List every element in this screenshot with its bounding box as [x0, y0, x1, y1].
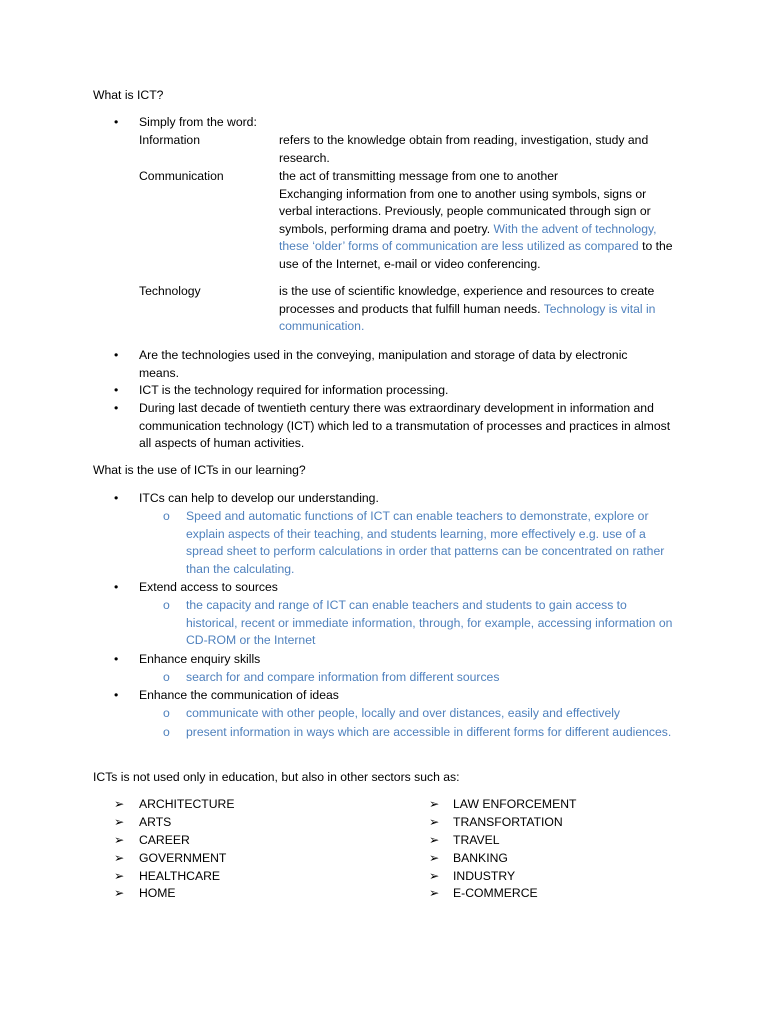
sub-bullet-icon: [163, 669, 170, 687]
bullet-icon: [114, 400, 126, 418]
arrow-bullet-icon: ➢: [114, 833, 125, 847]
arrow-bullet-icon: ➢: [114, 869, 125, 883]
heading-use-in-learning: What is the use of ICTs in our learning?: [93, 463, 306, 477]
sector-item: INDUSTRY: [453, 869, 516, 883]
learning-use-4-title: Enhance the communication of ideas: [139, 688, 339, 702]
sub-bullet-icon: [163, 705, 170, 723]
arrow-bullet-icon: ➢: [114, 851, 125, 865]
arrow-bullet-icon: ➢: [429, 797, 440, 811]
arrow-bullet-icon: ➢: [429, 833, 440, 847]
learning-use-2-detail: the capacity and range of ICT can enable teachers and students to gain access to historical, recent or immediate information, through, for example, accessing information on CD-ROM or the Internet: [186, 598, 673, 648]
communication-text: Exchanging information from one to another using symbols, signs or verbal interactions. Previously, people communicated through sign or symbols, performing drama and poetry.: [279, 186, 651, 236]
bullet-icon: [114, 579, 126, 597]
bullet-icon: [114, 490, 126, 508]
arrow-bullet-icon: ➢: [114, 886, 125, 900]
communication-paragraph: [279, 186, 679, 274]
sector-item: GOVERNMENT: [139, 851, 227, 865]
sector-item: LAW ENFORCEMENT: [453, 797, 577, 811]
arrow-bullet-icon: ➢: [429, 815, 440, 829]
learning-use-3-detail: search for and compare information from different sources: [186, 670, 500, 684]
bullet-icon: [114, 347, 126, 365]
learning-use-1-title: ITCs can help to develop our understanding.: [139, 491, 379, 505]
communication-line1: the act of transmitting message from one to another: [279, 169, 559, 183]
sector-item: CAREER: [139, 833, 190, 847]
definition-technology: [279, 283, 679, 336]
arrow-bullet-icon: ➢: [114, 797, 125, 811]
sector-item: ARCHITECTURE: [139, 797, 235, 811]
bullet-icon: [114, 687, 126, 705]
arrow-bullet-icon: ➢: [429, 886, 440, 900]
learning-use-1-detail: Speed and automatic functions of ICT can enable teachers to demonstrate, explore or explain aspects of their teaching, and students learning, more effectively e.g. use of a spread sheet to perform calculations in order that patterns can be concentrated on rather than the calculating.: [186, 509, 665, 576]
definition-communication: [279, 168, 679, 274]
learning-use-3-title: Enhance enquiry skills: [139, 652, 261, 666]
sub-bullet-icon: [163, 508, 170, 526]
arrow-bullet-icon: ➢: [429, 851, 440, 865]
sector-item: HOME: [139, 886, 176, 900]
sector-item: TRANSFORTATION: [453, 815, 563, 829]
sector-item: HEALTHCARE: [139, 869, 221, 883]
arrow-bullet-icon: ➢: [429, 869, 440, 883]
definition-bullet-3: During last decade of twentieth century there was extraordinary development in information and communication technology (ICT) which led to a transmutation of processes and practices in almost all aspects of human activities.: [139, 401, 671, 451]
arrow-bullet-icon: ➢: [114, 815, 125, 829]
technology-text: is the use of scientific knowledge, experience and resources to create processes and products that fulfill human needs.: [279, 284, 655, 316]
sub-bullet-icon: [163, 724, 170, 742]
definition-information: refers to the knowledge obtain from reading, investigation, study and research.: [279, 133, 649, 165]
bullet-icon: [114, 114, 126, 132]
sector-item: TRAVEL: [453, 833, 500, 847]
term-information: Information: [139, 133, 200, 147]
sector-item: BANKING: [453, 851, 508, 865]
bullet-icon: [114, 651, 126, 669]
simply-from-word: Simply from the word:: [139, 115, 257, 129]
term-communication: Communication: [139, 169, 224, 183]
sector-item: E-COMMERCE: [453, 886, 538, 900]
communication-tail: to the use of the Internet, e-mail or video conferencing.: [279, 239, 673, 271]
learning-use-2-title: Extend access to sources: [139, 580, 278, 594]
bullet-icon: [114, 382, 126, 400]
communication-highlight: With the advent of technology, these ‘older’ forms of communication are less utilized as compared: [279, 221, 657, 254]
learning-use-4-detail-1: communicate with other people, locally and over distances, easily and effectively: [186, 706, 621, 720]
heading-what-is-ict: What is ICT?: [93, 88, 164, 102]
technology-highlight: Technology is vital in communication.: [279, 301, 656, 334]
sub-bullet-icon: [163, 597, 170, 615]
definition-bullet-2: ICT is the technology required for information processing.: [139, 383, 449, 397]
term-technology: Technology: [139, 284, 201, 298]
sector-item: ARTS: [139, 815, 172, 829]
heading-other-sectors: ICTs is not used only in education, but also in other sectors such as:: [93, 770, 460, 784]
learning-use-4-detail-2: present information in ways which are accessible in different forms for different audiences.: [186, 725, 672, 739]
definition-bullet-1: Are the technologies used in the conveying, manipulation and storage of data by electronic means.: [139, 348, 628, 380]
